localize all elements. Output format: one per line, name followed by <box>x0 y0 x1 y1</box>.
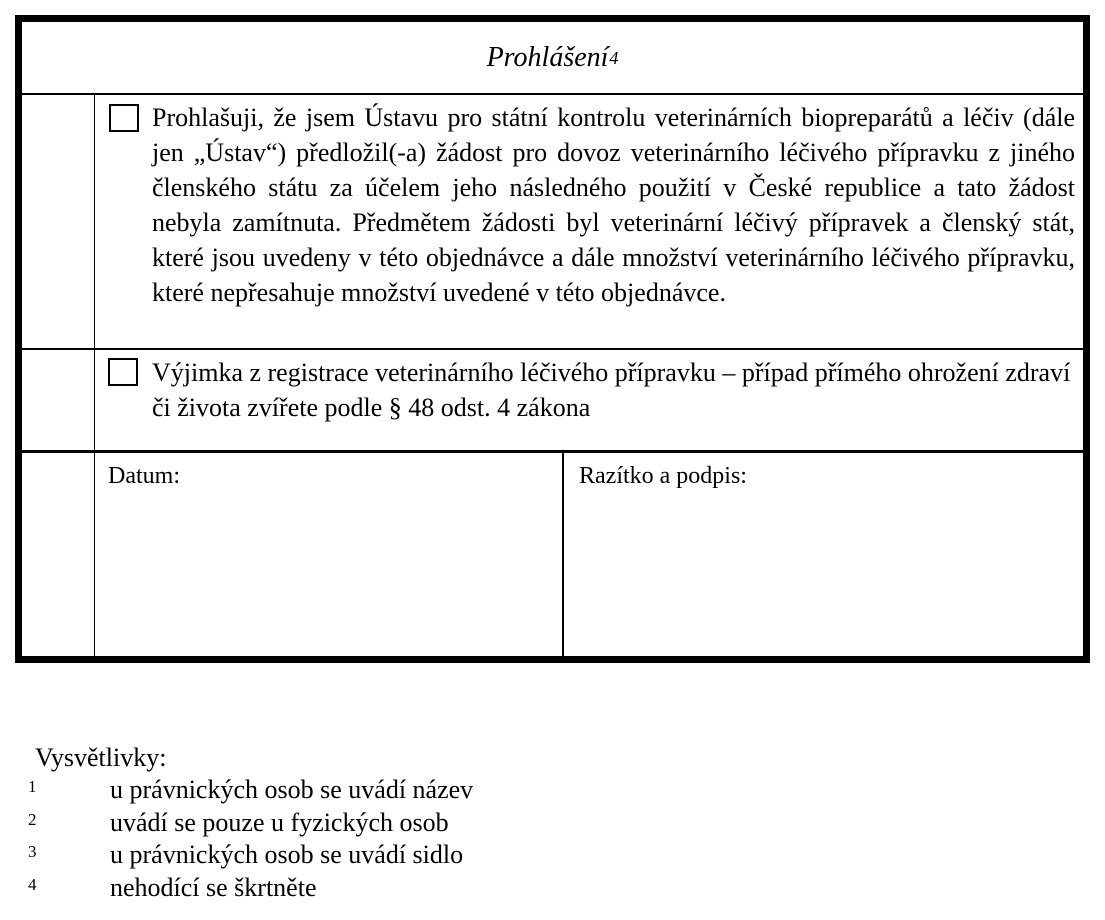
form-title-text: Prohlášení <box>486 41 609 73</box>
declaration-text: Prohlašuji, že jsem Ústavu pro státní kontrolu veterinárních biopreparátů a léčiv (dále jen „Ústav“) předložil(-a) žádost pro dovoz veterinárního léčivého přípravku z jiného členského státu za účelem jeho následného použití v České republice a tato žádost nebyla zamítnuta. Předmětem žádosti byl veterinární léčivý přípravek a členský stát, které jsou uvedeny v této objednávce a dále množství veterinárního léčivého přípravku, které nepřesahuje množství uvedené v této objednávce. <box>152 103 1075 307</box>
declaration-row-content <box>95 95 1083 348</box>
date-cell <box>95 453 564 656</box>
footnote-number: 3 <box>28 842 37 861</box>
exception-text: Výjimka z registrace veterinárního léčivého přípravku – případ přímého ohrožení zdraví či života zvířete podle § 48 odst. 4 zákona <box>152 358 1071 422</box>
footnote-number: 4 <box>28 874 37 894</box>
footnote-item <box>28 807 473 840</box>
signature-row-content <box>95 453 1083 656</box>
stamp-signature-cell <box>564 453 1083 656</box>
footnote-text: uvádí se pouze u fyzických osob <box>110 807 449 837</box>
signature-row <box>22 453 1083 656</box>
footnote-text: nehodící se škrtněte <box>110 872 317 902</box>
exception-row-left-cell <box>22 350 95 450</box>
signature-row-left-cell <box>22 453 95 656</box>
exception-checkbox[interactable] <box>108 358 138 386</box>
stamp-signature-label: Razítko a podpis: <box>579 463 747 489</box>
footnotes-title: Vysvětlivky: <box>35 743 167 772</box>
declaration-row-left-cell <box>22 95 95 348</box>
footnote-item <box>28 872 473 905</box>
declaration-checkbox[interactable] <box>109 104 139 132</box>
date-label: Datum: <box>108 463 180 489</box>
exception-row-content <box>95 350 1083 450</box>
footnote-number: 2 <box>28 809 37 829</box>
declaration-row <box>22 95 1083 350</box>
exception-row <box>22 350 1083 453</box>
footnote-item <box>28 774 473 807</box>
form-title: Prohlášení 4 <box>22 22 1083 95</box>
footnote-text: u právnických osob se uvádí název <box>110 775 474 804</box>
footnote-text: u právnických osob se uvádí sidlo <box>110 840 464 869</box>
footnote-item <box>28 839 473 872</box>
footnotes-section <box>28 742 473 904</box>
footnote-number: 1 <box>28 777 37 796</box>
declaration-table <box>15 15 1090 663</box>
